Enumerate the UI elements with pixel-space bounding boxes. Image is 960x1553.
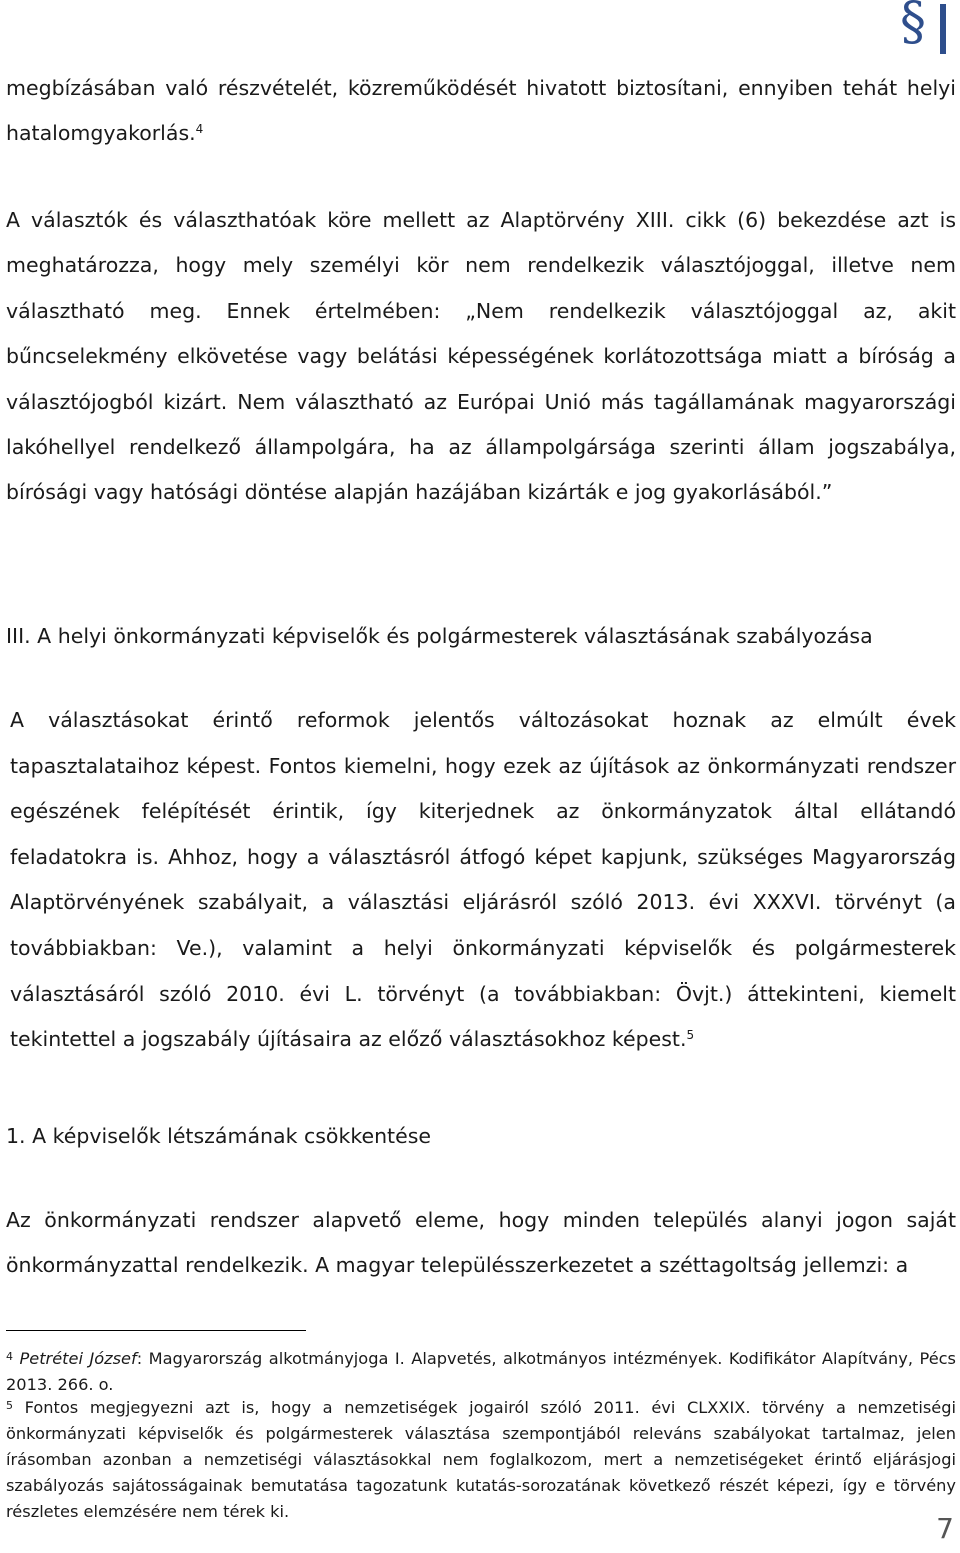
paragraph-sign-icon: § (900, 0, 926, 52)
page-number: 7 (936, 1512, 954, 1545)
footnote-text: Fontos megjegyezni azt is, hogy a nemzetiségek jogairól szóló 2011. évi CLXXIX. törvény a nemzetiségi önkormányzati képviselők és polgármesterek választása szempontjából releváns szabályokat tartalmaz, jelen írásomban azonban a nemzetiségi választásokkal nem foglalkozom, mert a nemzetiségeket érintő eljárásjogi szabályozás sajátosságainak bemutatása tagozatunk kutatás-sorozatának következő részét képezi, így e törvény részletes elemzésére nem térek ki. (6, 1398, 956, 1521)
footnote-author: Petrétei József (19, 1349, 137, 1368)
footnote-number: 4 (6, 1350, 13, 1363)
paragraph-4: Az önkormányzati rendszer alapvető eleme, hogy minden település alanyi jogon saját önkormányzattal rendelkezik. A magyar településszerkezetet a széttagoltság jellemzi: a (6, 1208, 956, 1277)
section-heading-iii: III. A helyi önkormányzati képviselők és polgármesterek választásának szabályozása (6, 624, 873, 648)
paragraph-1: megbízásában való részvételét, közreműködését hivatott biztosítani, ennyiben tehát helyi hatalomgyakorlás.$^4$ (6, 76, 956, 146)
footnote-ref-5[interactable]: 5 (686, 1028, 695, 1043)
footnote-number: 5 (6, 1399, 13, 1412)
logo-bar (940, 4, 946, 54)
footnote-4 (6, 1346, 956, 1398)
footnote-separator (6, 1330, 306, 1331)
paragraph-3: A választásokat érintő reformok jelentős változásokat hoznak az elmúlt évek tapasztalataihoz képest. Fontos kiemelni, hogy ezek az újítások az önkormányzati rendszer egészének felépítését érintik, így kiterjednek az önkormányzatok által ellátandó feladatokra is. Ahhoz, hogy a választásról átfogó képet kapjunk, szükséges Magyarország Alaptörvényének szabályait, a választási eljárásról szóló 2013. évi XXXVI. törvényt (a továbbiakban: Ve.), valamint a helyi önkormányzati képviselők és polgármesterek választásáról szóló 2010. évi L. törvényt (a továbbiakban: Övjt.) áttekinteni, kiemelt tekintettel a jogszabály újításaira az előző választásokhoz képest.$^5$ (10, 708, 956, 1052)
footnote-ref-4[interactable]: 4 (195, 122, 204, 137)
subsection-heading-1: 1. A képviselők létszámának csökkentése (6, 1124, 432, 1148)
footnote-text: : Magyarország alkotmányjoga I. Alapvetés, alkotmányos intézmények. Kodifikátor Alapítvány, Pécs 2013. 266. o. (6, 1349, 956, 1394)
section-logo (900, 2, 952, 58)
paragraph-2: A választók és választhatóak köre mellett az Alaptörvény XIII. cikk (6) bekezdése azt is meghatározza, hogy mely személyi kör nem rendelkezik választójoggal, illetve nem választható meg. Ennek értelmében: „Nem rendelkezik választójoggal az, akit bűncselekmény elkövetése vagy belátási képességének korlátozottsága miatt a bíróság a választójogból kizárt. Nem választható az Európai Unió más tagállamának magyarországi lakóhellyel rendelkező állampolgára, ha az állampolgársága szerinti állam jogszabálya, bírósági vagy hatósági döntése alapján hazájában kizárták e jog gyakorlásából.” (6, 208, 956, 505)
footnote-5 (6, 1395, 956, 1525)
